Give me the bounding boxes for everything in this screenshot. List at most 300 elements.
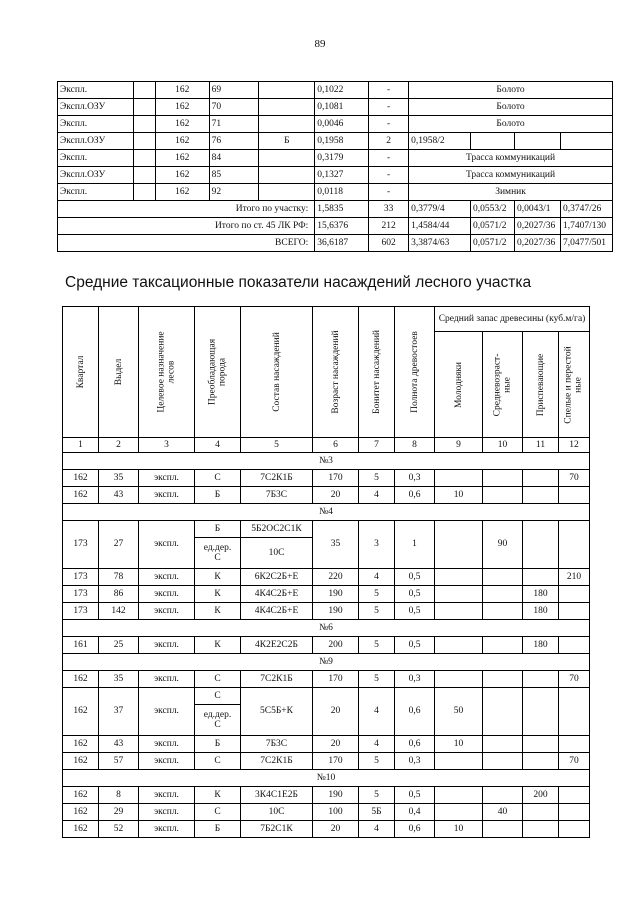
cell-kvartal: 162 [155, 116, 209, 133]
cell-purpose: экспл. [139, 521, 195, 569]
cell-composition: 5Б2ОС2С1К [241, 521, 313, 538]
summary-row [58, 167, 613, 184]
cell-bonitet: 5 [359, 671, 395, 688]
summary-total-row [58, 201, 613, 218]
cell-kvartal: 162 [63, 736, 99, 753]
summary-row [58, 150, 613, 167]
column-number: 8 [395, 438, 435, 453]
cell-species: Б [195, 487, 241, 504]
cell-young [435, 787, 483, 804]
header-bonitet: Бонитет насаждений [359, 307, 395, 438]
table-row [63, 603, 590, 620]
cell-bonitet: 5 [359, 637, 395, 654]
cell-note: Болото [409, 116, 613, 133]
cell-species: К [195, 637, 241, 654]
cell-area: 0,3179 [315, 150, 369, 167]
cell-middle: 40 [483, 804, 523, 821]
cell-species: С [195, 470, 241, 487]
cell-mature [559, 521, 590, 569]
table-row [63, 586, 590, 603]
cell-area: 0,1958 [315, 133, 369, 150]
header-stock-group: Средний запас древесины (куб.м/га) [435, 307, 590, 332]
header-middle: Средневозраст- ные [483, 332, 523, 438]
cell-kvartal: 173 [63, 586, 99, 603]
cell-kvartal: 173 [63, 603, 99, 620]
header-mature: Спелые и перестой ные [559, 332, 590, 438]
cell-count: - [369, 99, 409, 116]
cell-bonitet: 5 [359, 753, 395, 770]
cell-density: 0,5 [395, 787, 435, 804]
column-number: 11 [523, 438, 559, 453]
cell-young: 10 [435, 736, 483, 753]
summary-row [58, 116, 613, 133]
cell-middle [483, 637, 523, 654]
cell-bonitet: 4 [359, 688, 395, 736]
total-count: 33 [369, 201, 409, 218]
cell-purpose: экспл. [139, 470, 195, 487]
cell-species: К [195, 569, 241, 586]
cell-composition: 7Б2С1К [241, 821, 313, 838]
cell-kvartal: 162 [63, 804, 99, 821]
cell-mature: 70 [559, 470, 590, 487]
cell-mark [259, 184, 315, 201]
cell-vydel: 69 [209, 82, 259, 99]
column-number: 9 [435, 438, 483, 453]
cell-vydel: 29 [99, 804, 139, 821]
cell-empty [133, 133, 155, 150]
cell-purpose: экспл. [139, 821, 195, 838]
cell-kvartal: 162 [63, 821, 99, 838]
total-v2: 0,0571/2 [471, 218, 515, 235]
cell-mature [559, 487, 590, 504]
species-extra-line: С [214, 553, 221, 563]
cell-age: 20 [313, 821, 359, 838]
cell-composition: 7Б3С [241, 736, 313, 753]
cell-composition-extra: 10С [241, 538, 313, 569]
cell-composition: 10С [241, 804, 313, 821]
total-v1: 0,3779/4 [409, 201, 471, 218]
cell-bonitet: 5 [359, 603, 395, 620]
cell-ripening [523, 470, 559, 487]
cell-species: Б [195, 521, 241, 538]
total-area: 1,5835 [315, 201, 369, 218]
cell-vydel: 84 [209, 150, 259, 167]
cell-age: 20 [313, 487, 359, 504]
header-composition: Состав насаждений [241, 307, 313, 438]
total-label: Итого по участку: [58, 201, 315, 218]
table-row [63, 736, 590, 753]
cell-kvartal: 162 [63, 753, 99, 770]
cell-density: 0,3 [395, 671, 435, 688]
cell-composition: 4К2Е2С2Б [241, 637, 313, 654]
group-label: №10 [63, 770, 590, 787]
cell-composition: 5С5Б+К [241, 688, 313, 736]
header-kvartal: Квартал [63, 307, 99, 438]
cell-count: 2 [369, 133, 409, 150]
cell-ripening: 180 [523, 586, 559, 603]
cell-ripening [523, 736, 559, 753]
cell-area: 0,0118 [315, 184, 369, 201]
cell-density: 0,5 [395, 637, 435, 654]
cell-vydel: 85 [209, 167, 259, 184]
cell-middle: 90 [483, 521, 523, 569]
summary-row [58, 133, 613, 150]
cell-mature [559, 688, 590, 736]
total-area: 15,6376 [315, 218, 369, 235]
cell-area: 0,1081 [315, 99, 369, 116]
cell-purpose: экспл. [139, 569, 195, 586]
summary-row [58, 184, 613, 201]
cell-type: Экспл. [58, 184, 134, 201]
cell-vydel: 92 [209, 184, 259, 201]
cell-species-extra [195, 538, 241, 569]
group-header-row [63, 770, 590, 787]
cell-middle [483, 787, 523, 804]
cell-middle [483, 569, 523, 586]
cell-density: 0,4 [395, 804, 435, 821]
cell-composition: 6К2С2Б+Е [241, 569, 313, 586]
table-row [63, 753, 590, 770]
column-number: 3 [139, 438, 195, 453]
total-area: 36,6187 [315, 235, 369, 252]
cell-bonitet: 3 [359, 521, 395, 569]
cell-mature [559, 821, 590, 838]
cell-vydel: 8 [99, 787, 139, 804]
cell-composition: 3К4С1Е2Б [241, 787, 313, 804]
column-number: 5 [241, 438, 313, 453]
cell-young [435, 521, 483, 569]
cell-species: Б [195, 821, 241, 838]
cell-mature: 210 [559, 569, 590, 586]
total-v3: 0,0043/1 [514, 201, 560, 218]
cell-density: 0,5 [395, 586, 435, 603]
cell-mature [559, 787, 590, 804]
cell-kvartal: 162 [155, 150, 209, 167]
cell-middle [483, 470, 523, 487]
cell-kvartal: 162 [155, 133, 209, 150]
table-row [63, 487, 590, 504]
total-v4: 0,3747/26 [560, 201, 612, 218]
cell-kvartal: 162 [155, 184, 209, 201]
cell-young: 10 [435, 821, 483, 838]
cell-density: 0,3 [395, 753, 435, 770]
cell-empty [471, 133, 515, 150]
cell-density: 0,3 [395, 470, 435, 487]
table-row [63, 569, 590, 586]
cell-species: С [195, 804, 241, 821]
cell-vydel: 52 [99, 821, 139, 838]
header-ripening: Приспевающие [523, 332, 559, 438]
cell-ripening [523, 569, 559, 586]
cell-count: - [369, 116, 409, 133]
cell-mature [559, 736, 590, 753]
cell-vydel: 142 [99, 603, 139, 620]
cell-young: 50 [435, 688, 483, 736]
summary-row [58, 82, 613, 99]
cell-age: 170 [313, 470, 359, 487]
cell-purpose: экспл. [139, 671, 195, 688]
total-label: Итого по ст. 45 ЛК РФ: [58, 218, 315, 235]
group-label: №4 [63, 504, 590, 521]
cell-ripening: 200 [523, 787, 559, 804]
cell-kvartal: 162 [63, 688, 99, 736]
cell-mark: Б [259, 133, 315, 150]
cell-vydel: 25 [99, 637, 139, 654]
cell-vydel: 86 [99, 586, 139, 603]
cell-ripening [523, 671, 559, 688]
total-v2: 0,0571/2 [471, 235, 515, 252]
cell-ripening [523, 688, 559, 736]
cell-mature [559, 586, 590, 603]
cell-kvartal: 162 [63, 470, 99, 487]
cell-age: 170 [313, 753, 359, 770]
cell-young [435, 603, 483, 620]
table-row [63, 804, 590, 821]
cell-empty [133, 167, 155, 184]
cell-mark [259, 82, 315, 99]
cell-mark [259, 150, 315, 167]
total-label: ВСЕГО: [58, 235, 315, 252]
cell-species: К [195, 586, 241, 603]
cell-density: 0,6 [395, 736, 435, 753]
cell-mature: 70 [559, 671, 590, 688]
cell-density: 0,5 [395, 603, 435, 620]
cell-vydel: 76 [209, 133, 259, 150]
header-young: Молодняки [435, 332, 483, 438]
cell-kvartal: 162 [155, 99, 209, 116]
cell-type: Экспл. [58, 150, 134, 167]
cell-kvartal: 162 [63, 787, 99, 804]
summary-table [57, 81, 613, 252]
cell-young: 10 [435, 487, 483, 504]
cell-kvartal: 162 [155, 82, 209, 99]
cell-empty [133, 82, 155, 99]
table-row [63, 688, 590, 705]
cell-bonitet: 5 [359, 787, 395, 804]
cell-mature [559, 603, 590, 620]
cell-ripening [523, 521, 559, 569]
cell-v1: 0,1958/2 [409, 133, 471, 150]
species-extra-line: С [214, 720, 221, 730]
group-label: №6 [63, 620, 590, 637]
cell-composition: 7С2К1Б [241, 671, 313, 688]
header-vydel: Выдел [99, 307, 139, 438]
cell-age: 35 [313, 521, 359, 569]
cell-note: Трасса коммуникаций [409, 167, 613, 184]
cell-young [435, 637, 483, 654]
cell-note: Болото [409, 99, 613, 116]
cell-middle [483, 671, 523, 688]
cell-empty [514, 133, 560, 150]
cell-species: К [195, 603, 241, 620]
cell-species: С [195, 753, 241, 770]
cell-kvartal: 162 [63, 671, 99, 688]
cell-young [435, 671, 483, 688]
cell-age: 220 [313, 569, 359, 586]
table-row [63, 787, 590, 804]
cell-age: 190 [313, 586, 359, 603]
cell-age: 200 [313, 637, 359, 654]
cell-middle [483, 736, 523, 753]
cell-empty [560, 133, 612, 150]
group-label: №9 [63, 654, 590, 671]
cell-purpose: экспл. [139, 787, 195, 804]
cell-age: 190 [313, 787, 359, 804]
summary-row [58, 99, 613, 116]
column-number: 12 [559, 438, 590, 453]
group-label: №3 [63, 453, 590, 470]
cell-purpose: экспл. [139, 753, 195, 770]
cell-ripening [523, 821, 559, 838]
total-v3: 0,2027/36 [514, 218, 560, 235]
table-row [63, 521, 590, 538]
cell-age: 100 [313, 804, 359, 821]
cell-note: Зимник [409, 184, 613, 201]
cell-mature [559, 804, 590, 821]
cell-vydel: 78 [99, 569, 139, 586]
cell-species-extra [195, 705, 241, 736]
cell-ripening [523, 753, 559, 770]
cell-ripening: 180 [523, 603, 559, 620]
cell-purpose: экспл. [139, 804, 195, 821]
cell-species: К [195, 787, 241, 804]
cell-age: 20 [313, 736, 359, 753]
cell-middle [483, 753, 523, 770]
summary-total-row [58, 218, 613, 235]
cell-kvartal: 173 [63, 521, 99, 569]
cell-age: 20 [313, 688, 359, 736]
cell-count: - [369, 167, 409, 184]
cell-vydel: 37 [99, 688, 139, 736]
cell-count: - [369, 150, 409, 167]
species-extra-line: ед.дер. [203, 542, 232, 553]
cell-count: - [369, 184, 409, 201]
cell-vydel: 71 [209, 116, 259, 133]
cell-middle [483, 603, 523, 620]
cell-bonitet: 4 [359, 487, 395, 504]
cell-mark [259, 167, 315, 184]
section-title: Средние таксационные показатели насаждений лесного участка [65, 274, 532, 291]
group-header-row [63, 504, 590, 521]
cell-area: 0,1022 [315, 82, 369, 99]
cell-composition: 7С2К1Б [241, 753, 313, 770]
cell-area: 0,1327 [315, 167, 369, 184]
cell-bonitet: 4 [359, 736, 395, 753]
cell-type: Экспл. [58, 82, 134, 99]
header-age: Возраст насаждений [313, 307, 359, 438]
total-count: 602 [369, 235, 409, 252]
cell-note: Болото [409, 82, 613, 99]
cell-bonitet: 4 [359, 569, 395, 586]
total-v2: 0,0553/2 [471, 201, 515, 218]
page-number: 89 [314, 38, 326, 50]
cell-empty [133, 184, 155, 201]
cell-density: 0,5 [395, 569, 435, 586]
cell-species: С [195, 688, 241, 705]
column-number: 6 [313, 438, 359, 453]
column-number: 7 [359, 438, 395, 453]
cell-middle [483, 821, 523, 838]
cell-age: 170 [313, 671, 359, 688]
table-row [63, 821, 590, 838]
cell-kvartal: 161 [63, 637, 99, 654]
cell-density: 0,6 [395, 688, 435, 736]
cell-young [435, 804, 483, 821]
cell-vydel: 70 [209, 99, 259, 116]
header-purpose: Целевое назначение лесов [139, 307, 195, 438]
cell-young [435, 586, 483, 603]
cell-ripening [523, 487, 559, 504]
cell-young [435, 470, 483, 487]
cell-vydel: 27 [99, 521, 139, 569]
group-header-row [63, 654, 590, 671]
cell-density: 1 [395, 521, 435, 569]
cell-purpose: экспл. [139, 586, 195, 603]
total-v1: 3,3874/63 [409, 235, 471, 252]
column-number: 10 [483, 438, 523, 453]
cell-composition: 4К4С2Б+Е [241, 586, 313, 603]
cell-density: 0,6 [395, 821, 435, 838]
cell-vydel: 43 [99, 487, 139, 504]
cell-middle [483, 586, 523, 603]
cell-type: Экспл.ОЗУ [58, 99, 134, 116]
cell-empty [133, 99, 155, 116]
cell-kvartal: 162 [63, 487, 99, 504]
column-number: 2 [99, 438, 139, 453]
cell-type: Экспл.ОЗУ [58, 167, 134, 184]
cell-mature: 70 [559, 753, 590, 770]
total-v4: 7,0477/501 [560, 235, 612, 252]
cell-purpose: экспл. [139, 688, 195, 736]
cell-type: Экспл. [58, 116, 134, 133]
cell-area: 0,0046 [315, 116, 369, 133]
cell-kvartal: 162 [155, 167, 209, 184]
cell-composition: 7Б3С [241, 487, 313, 504]
table-row [63, 470, 590, 487]
cell-note: Трасса коммуникаций [409, 150, 613, 167]
total-v4: 1,7407/130 [560, 218, 612, 235]
cell-vydel: 35 [99, 470, 139, 487]
cell-empty [133, 116, 155, 133]
cell-bonitet: 5 [359, 586, 395, 603]
cell-species: С [195, 671, 241, 688]
cell-mark [259, 116, 315, 133]
cell-composition: 4К4С2Б+Е [241, 603, 313, 620]
cell-age: 190 [313, 603, 359, 620]
cell-purpose: экспл. [139, 736, 195, 753]
cell-ripening: 180 [523, 637, 559, 654]
cell-kvartal: 173 [63, 569, 99, 586]
total-v1: 1,4584/44 [409, 218, 471, 235]
group-header-row [63, 620, 590, 637]
header-species: Преобладающая порода [195, 307, 241, 438]
cell-bonitet: 5Б [359, 804, 395, 821]
cell-mark [259, 99, 315, 116]
cell-bonitet: 5 [359, 470, 395, 487]
summary-total-row [58, 235, 613, 252]
cell-purpose: экспл. [139, 487, 195, 504]
total-v3: 0,2027/36 [514, 235, 560, 252]
table-row [63, 671, 590, 688]
table-row [63, 637, 590, 654]
cell-composition: 7С2К1Б [241, 470, 313, 487]
header-density: Полнота древостоев [395, 307, 435, 438]
cell-vydel: 57 [99, 753, 139, 770]
cell-purpose: экспл. [139, 603, 195, 620]
cell-ripening [523, 804, 559, 821]
stand-indicators-table [62, 306, 590, 838]
cell-mature [559, 637, 590, 654]
